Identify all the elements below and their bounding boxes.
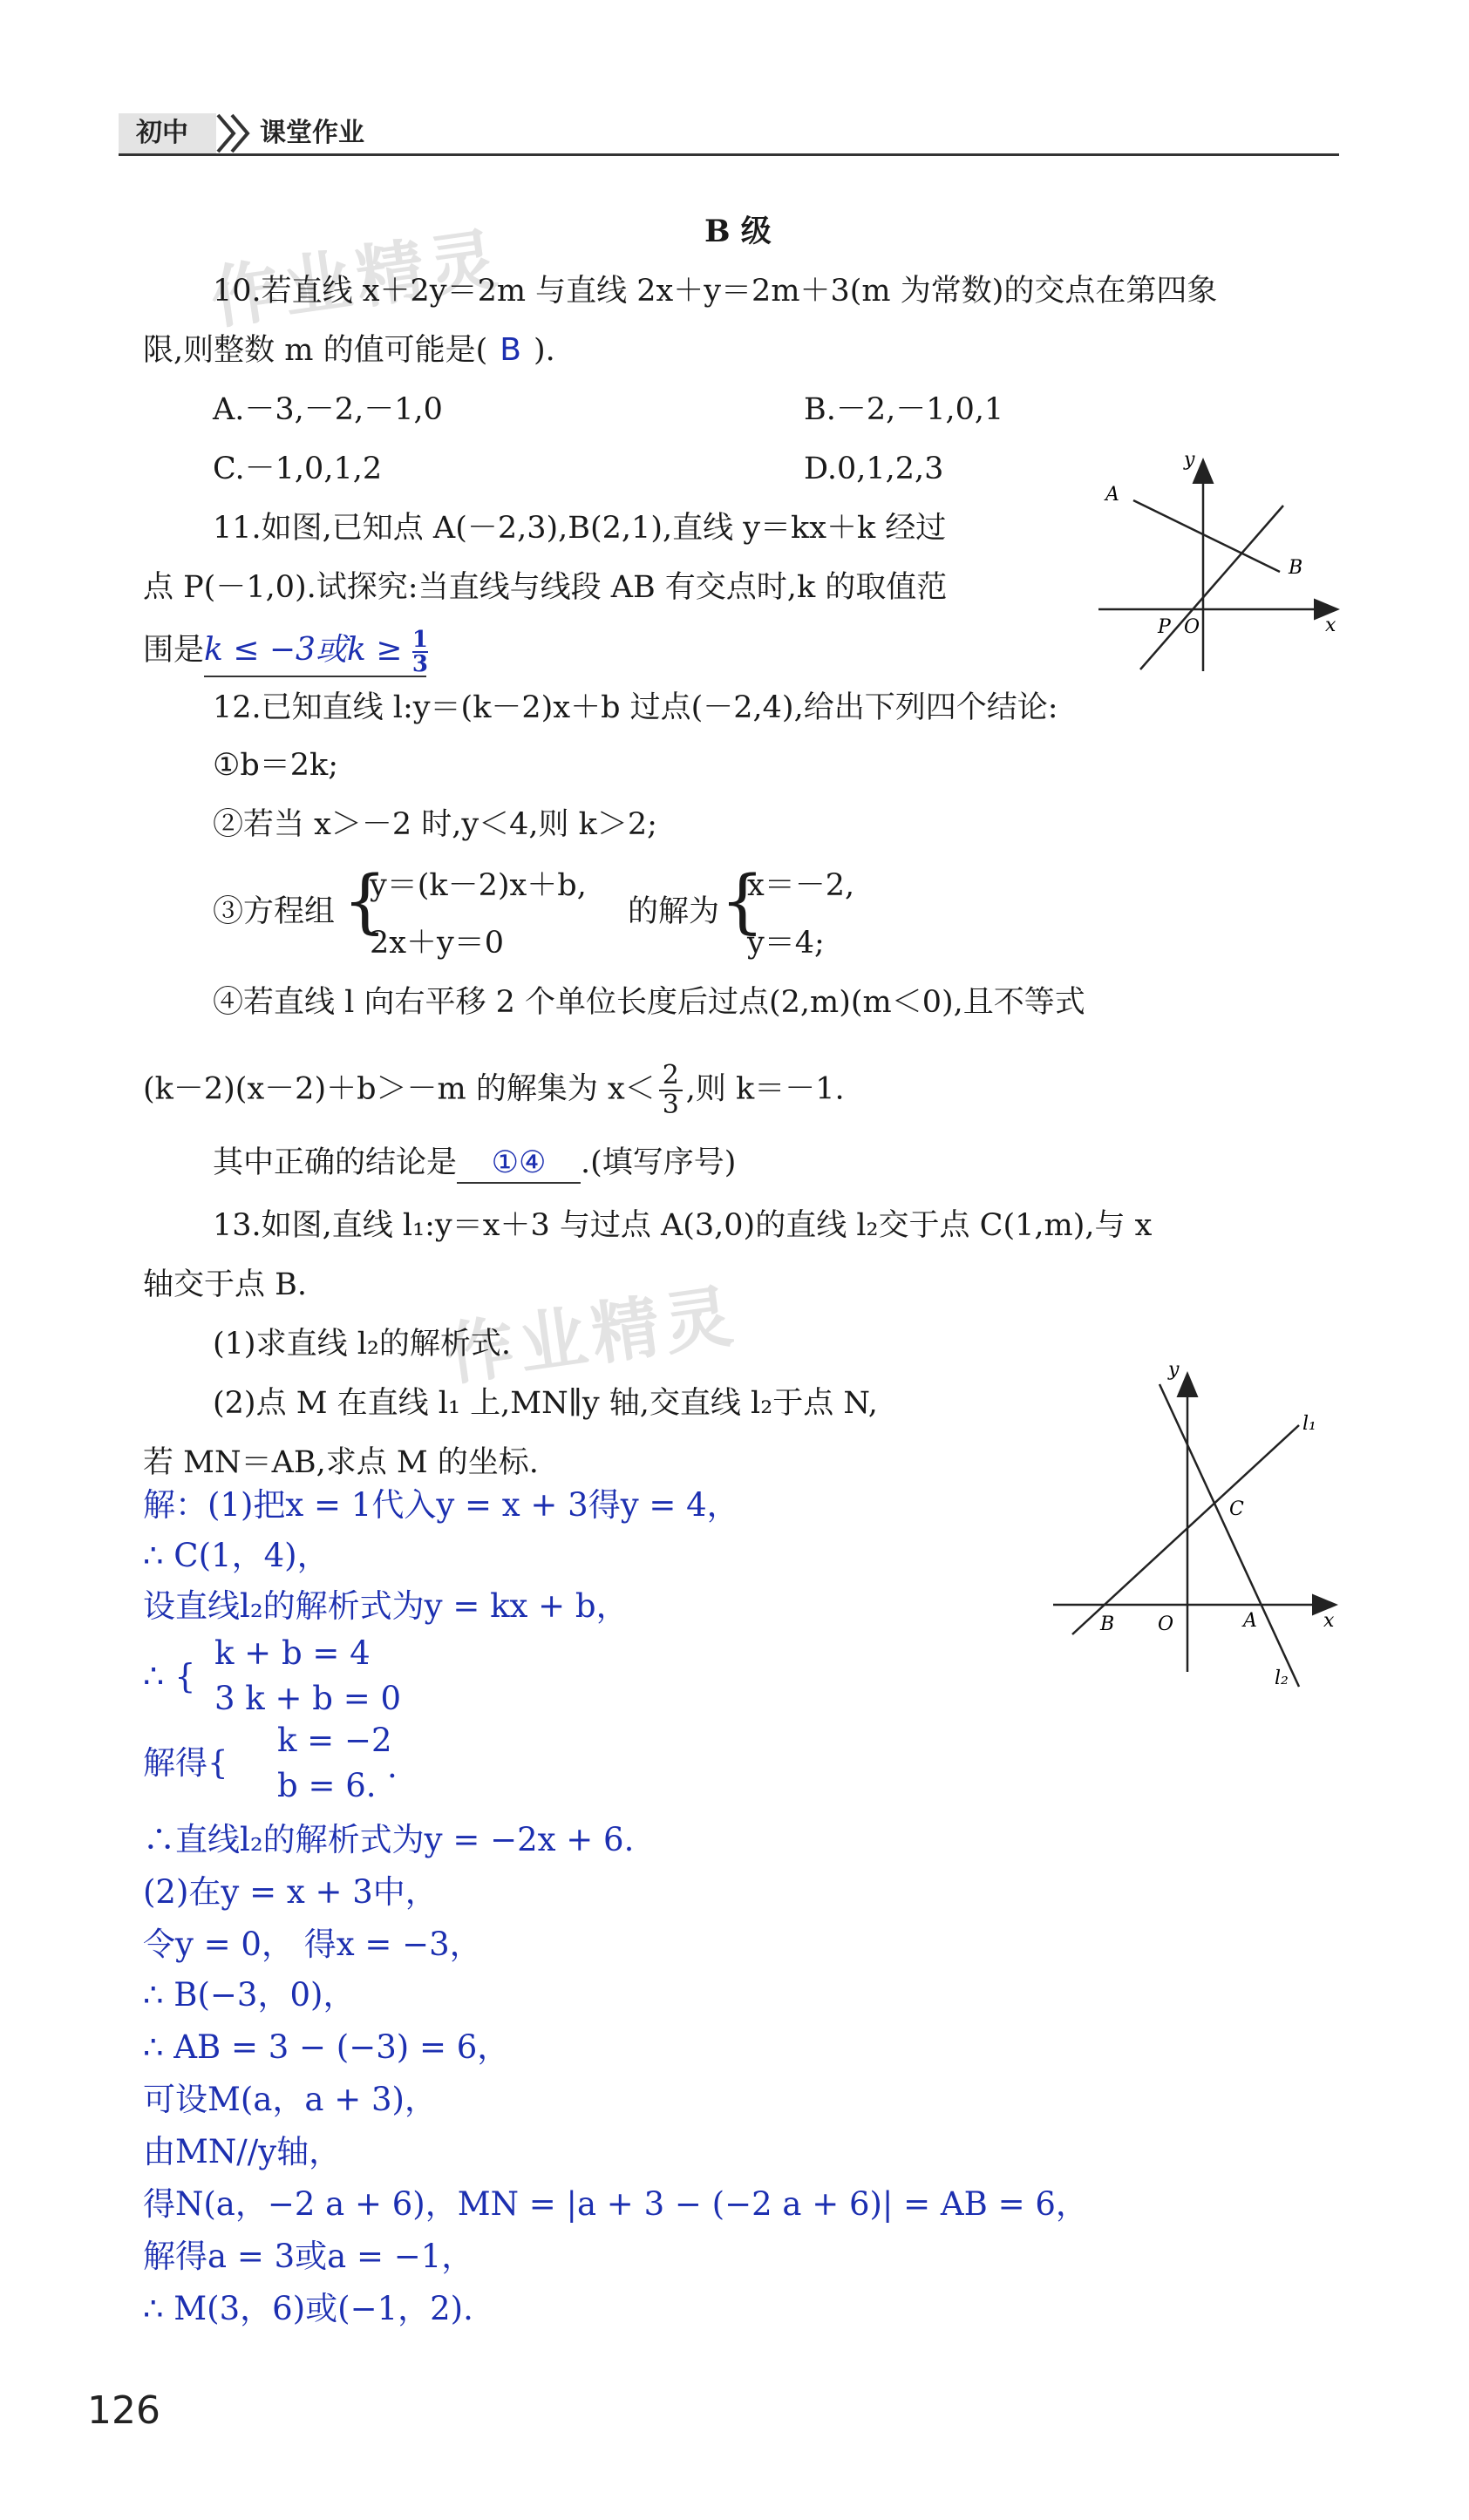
- header-rule: [119, 153, 1339, 156]
- q11-answer-fraction: $\frac{1}{3}$: [411, 626, 428, 677]
- q10-option-b: B.－2,－1,0,1: [804, 392, 1004, 427]
- q13-stem-line2: 轴交于点 B.: [143, 1267, 307, 1302]
- solution-line: ∴ M(3，6)或(−1，2).: [143, 2290, 473, 2327]
- solution-line: ∴ AB = 3 − (−3) = 6，: [143, 2028, 510, 2066]
- solution-b-value: b = 6.: [277, 1767, 377, 1804]
- q10-answer: B: [500, 332, 521, 368]
- label-b: B: [1289, 557, 1303, 579]
- q13-part2-line2: 若 MN＝AB,求点 M 的坐标.: [143, 1445, 539, 1480]
- q12-solution-x: x＝－2,: [747, 868, 855, 903]
- label-l1: l₁: [1302, 1413, 1316, 1435]
- watermark: 作业精灵: [206, 220, 507, 339]
- section-title: B 级: [704, 214, 772, 249]
- q12-conclusion-1: ①b＝2k;: [213, 748, 339, 783]
- line-l1: [1072, 1425, 1299, 1634]
- header-title: 课堂作业: [260, 118, 364, 148]
- q11-stem-line1: 11.如图,已知点 A(－2,3),B(2,1),直线 y＝kx＋k 经过: [213, 511, 947, 546]
- label-l2: l₂: [1275, 1668, 1289, 1689]
- solution-line: 得N(a，−2 a + 6)，MN = |a + 3 − (−2 a + 6)| = AB = 6，: [143, 2185, 1088, 2223]
- q12-stem: 12.已知直线 l:y＝(k－2)x＋b 过点(－2,4),给出下列四个结论:: [213, 690, 1058, 725]
- solution-line: 由MN//y轴，: [143, 2133, 342, 2170]
- q10-option-c: C.－1,0,1,2: [213, 452, 383, 486]
- solution-solved-label: 解得{: [143, 1744, 228, 1782]
- label-y: y: [1168, 1360, 1180, 1381]
- label-o: O: [1158, 1613, 1174, 1635]
- solution-line: ∴直线l₂的解析式为y = −2x + 6.: [143, 1821, 635, 1858]
- q12-fraction: $\frac{2}{3}$: [659, 1062, 683, 1119]
- label-p: P: [1158, 616, 1171, 638]
- q12-conclusion-4-line1: ④若直线 l 向右平移 2 个单位长度后过点(2,m)(m＜0),且不等式: [213, 985, 1085, 1020]
- q10-stem-line2: 限,则整数 m 的值可能是( B ).: [143, 332, 555, 368]
- label-x: x: [1323, 1610, 1335, 1632]
- q10-option-d: D.0,1,2,3: [804, 452, 944, 486]
- solution-system-brace: ∴ {: [143, 1657, 196, 1695]
- q11-answer-blank: [204, 626, 426, 677]
- label-a: A: [1243, 1610, 1257, 1632]
- q12-answer: ①④: [491, 1145, 547, 1180]
- label-o: O: [1184, 616, 1200, 638]
- brace-left: {: [720, 860, 765, 941]
- line-through-p: [1140, 506, 1283, 669]
- watermark: 作业精灵: [441, 1276, 743, 1396]
- label-c: C: [1229, 1498, 1244, 1520]
- q12-system-eq2: 2x＋y＝0: [370, 926, 505, 961]
- q12-conclusion-3-mid: 的解为: [628, 894, 720, 929]
- q13-figure: [1046, 1360, 1351, 1708]
- q13-stem-line1: 13.如图,直线 l₁:y＝x＋3 与过点 A(3,0)的直线 l₂交于点 C(1,m),与 x: [213, 1208, 1153, 1243]
- brace-left: {: [343, 860, 387, 941]
- solution-line: ∴ B(−3，0)，: [143, 1976, 356, 2014]
- label-x: x: [1325, 615, 1336, 636]
- q12-answer-blank: [457, 1144, 581, 1184]
- q11-stem-line2: 点 P(－1,0).试探究:当直线与线段 AB 有交点时,k 的取值范: [143, 570, 948, 605]
- solution-line: (2)在y = x + 3中，: [143, 1873, 438, 1911]
- q11-answer: k ≤ −3或k ≥: [204, 632, 412, 668]
- q11-figure: [1090, 443, 1351, 678]
- q13-part1: (1)求直线 l₂的解析式.: [213, 1327, 512, 1362]
- q12-conclusion-2: ②若当 x＞－2 时,y＜4,则 k＞2;: [213, 807, 657, 842]
- q11-stem-line3: 围是k ≤ −3或k ≥ $\frac{1}{3}$: [143, 626, 428, 677]
- q12-conclusion-3-label: ③方程组: [213, 894, 336, 929]
- solution-line: 令y = 0， 得x = −3，: [143, 1926, 482, 1963]
- double-chevron-icon: [214, 112, 258, 155]
- header-tag: 初中: [119, 113, 216, 153]
- solution-line: 设直线l₂的解析式为y = kx + b，: [143, 1587, 629, 1625]
- label-y: y: [1184, 449, 1195, 471]
- label-a: A: [1105, 484, 1119, 506]
- solution-line: 解得a = 3或a = −1，: [143, 2238, 474, 2275]
- solution-system-eq1: k + b = 4: [214, 1634, 371, 1672]
- q12-conclusion-4-line2: (k－2)(x－2)＋b＞－m 的解集为 x＜ $\frac{2}{3}$ ,则 k＝－1.: [143, 1060, 845, 1120]
- q12-conclusion-prompt: 其中正确的结论是 ①④ .(填写序号): [213, 1144, 736, 1184]
- solution-period: .: [387, 1748, 398, 1785]
- solution-line: 可设M(a，a + 3)，: [143, 2081, 437, 2118]
- q10-option-a: A.－3,－2,－1,0: [213, 392, 443, 427]
- label-b: B: [1100, 1613, 1115, 1635]
- solution-k-value: k = −2: [277, 1722, 392, 1759]
- q10-stem-line1: 10.若直线 x＋2y＝2m 与直线 2x＋y＝2m＋3(m 为常数)的交点在第四象: [213, 274, 1218, 309]
- q12-system-eq1: y＝(k－2)x＋b,: [370, 868, 587, 903]
- solution-line: 解：(1)把x = 1代入y = x + 3得y = 4，: [143, 1486, 739, 1524]
- solution-line: ∴ C(1，4)，: [143, 1537, 330, 1574]
- solution-system-eq2: 3 k + b = 0: [214, 1680, 401, 1717]
- q12-solution-y: y＝4;: [747, 926, 825, 961]
- q13-part2-line1: (2)点 M 在直线 l₁ 上,MN∥y 轴,交直线 l₂于点 N,: [213, 1386, 878, 1421]
- page-number: 126: [87, 2388, 160, 2433]
